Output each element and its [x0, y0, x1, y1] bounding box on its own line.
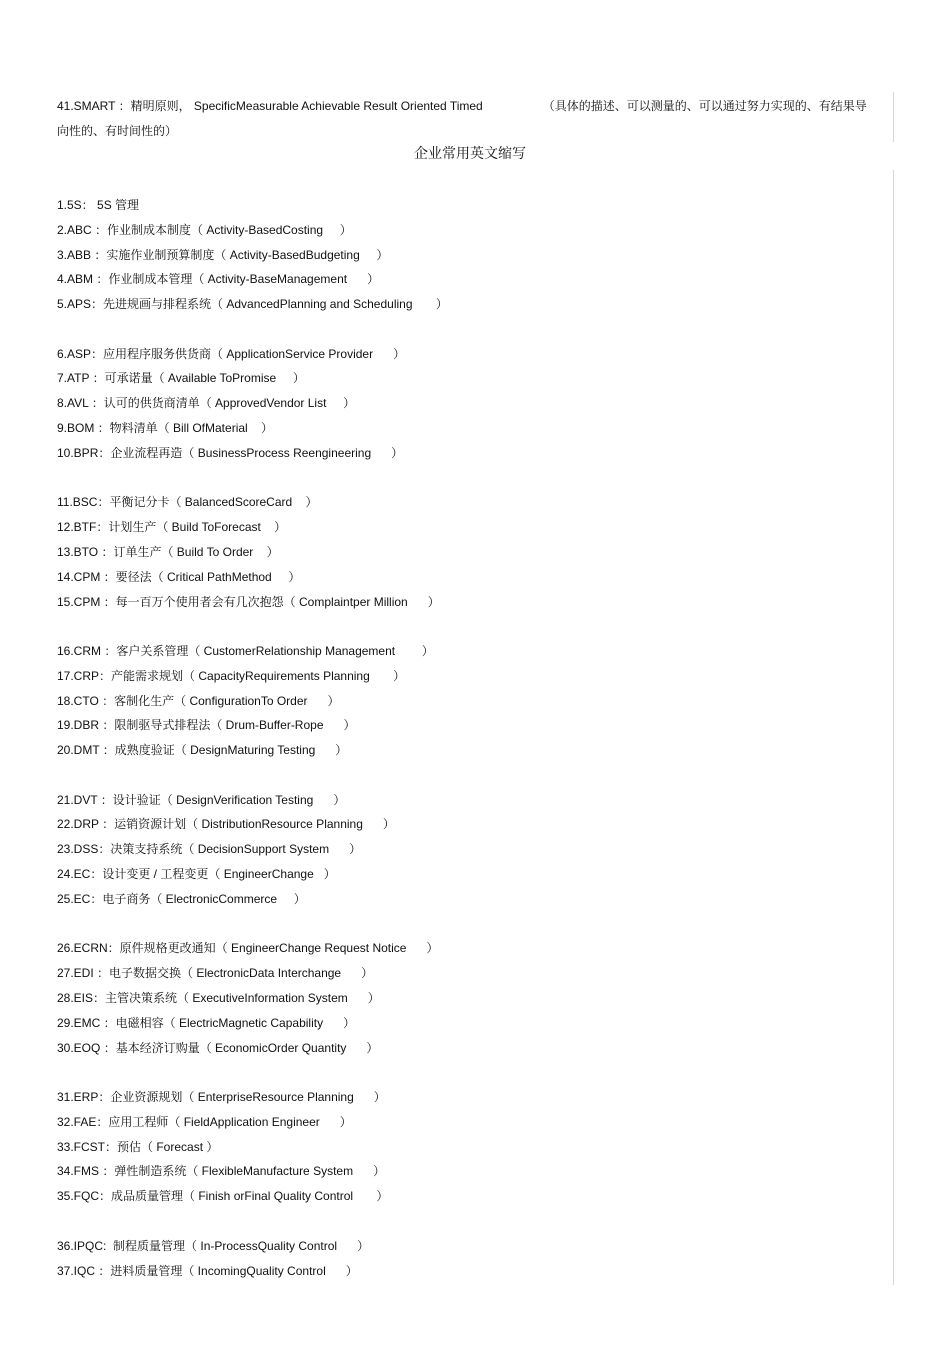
abbreviation-entry: 9.BOM ：物料清单（ Bill OfMaterial ） [57, 421, 274, 436]
abbreviation-entry: 21.DVT ：设计验证（ DesignVerification Testing ） [57, 792, 346, 807]
abbreviation-entry: 32.FAE：应用工程师（ FieldApplication Engineer ） [57, 1114, 352, 1129]
smart-principle-paragraph [57, 94, 877, 144]
abbreviation-entry: 25.EC：电子商务（ ElectronicCommerce ） [57, 891, 306, 906]
abbreviation-group [57, 490, 877, 614]
intro-line1-right: （具体的描述、可以测量的、可以通过努力实现的、有结果导 [542, 99, 867, 113]
abbreviation-entry: 36.IPQC: 制程质量管理（ In-ProcessQuality Control ） [57, 1238, 370, 1253]
abbreviation-entry: 18.CTO ：客制化生产（ ConfigurationTo Order ） [57, 693, 340, 708]
abbreviation-group [57, 639, 877, 763]
abbreviation-entry: 23.DSS：决策支持系统（ DecisionSupport System ） [57, 842, 362, 857]
abbreviation-entry: 13.BTO ：订单生产（ Build To Order ） [57, 544, 279, 559]
abbreviation-entry: 26.ECRN：原件规格更改通知（ EngineerChange Request Notice ） [57, 941, 439, 956]
abbreviation-group [57, 1234, 877, 1284]
abbreviation-entry: 8.AVL ：认可的供货商清单（ ApprovedVendor List ） [57, 396, 356, 411]
abbreviation-entry: 14.CPM ：要径法（ Critical PathMethod ） [57, 569, 301, 584]
abbreviation-entry: 24.EC：设计变更 / 工程变更（ EngineerChange ） [57, 867, 336, 882]
intro-line2: 向性的、有时间性的） [57, 124, 178, 138]
abbreviation-entry: 28.EIS：主管决策系统（ ExecutiveInformation System ） [57, 990, 380, 1005]
abbreviation-entry: 20.DMT ：成熟度验证（ DesignMaturing Testing ） [57, 743, 348, 758]
abbreviation-entry: 4.ABM ：作业制成本管理（ Activity-BaseManagement ） [57, 272, 380, 287]
abbreviation-entry: 6.ASP：应用程序服务供货商（ ApplicationService Provider ） [57, 346, 406, 361]
abbreviation-entry: 31.ERP：企业资源规划（ EnterpriseResource Planning ） [57, 1090, 386, 1105]
abbreviation-entry: 17.CRP：产能需求规划（ CapacityRequirements Planning ） [57, 668, 406, 683]
abbreviation-entry: 33.FCST：预估（ Forecast ） [57, 1139, 219, 1154]
abbreviation-entry: 10.BPR：企业流程再造（ BusinessProcess Reengineering ） [57, 445, 404, 460]
abbreviation-entry: 19.DBR ：限制驱导式排程法（ Drum-Buffer-Rope ） [57, 718, 356, 733]
abbreviation-entry: 5.APS：先进规画与排程系统（ AdvancedPlanning and Scheduling ） [57, 297, 448, 312]
abbreviation-entry: 1.5S： 5S 管理 [57, 198, 140, 212]
abbreviation-entry: 34.FMS ：弹性制造系统（ FlexibleManufacture System ） [57, 1164, 386, 1179]
abbreviation-group [57, 193, 877, 317]
abbreviation-list [57, 193, 877, 1308]
abbreviation-entry: 22.DRP ：运销资源计划（ DistributionResource Planning ） [57, 817, 395, 832]
abbreviation-group [57, 1085, 877, 1209]
abbreviation-entry: 16.CRM ：客户关系管理（ CustomerRelationship Management ） [57, 644, 434, 659]
abbreviation-entry: 3.ABB ：实施作业制预算制度（ Activity-BasedBudgeting ） [57, 247, 389, 262]
abbreviation-entry: 29.EMC ：电磁相容（ ElectricMagnetic Capability ） [57, 1015, 356, 1030]
intro-line1-left: 41.SMART ：精明原则， SpecificMeasurable Achievable Result Oriented Timed [57, 99, 483, 113]
abbreviation-entry: 11.BSC：平衡记分卡（ BalancedScoreCard ） [57, 495, 318, 510]
page-title: 企业常用英文缩写 [414, 146, 526, 162]
abbreviation-entry: 7.ATP ：可承诺量（ Available ToPromise ） [57, 371, 305, 386]
abbreviation-entry: 35.FQC：成品质量管理（ Finish orFinal Quality Control ） [57, 1189, 389, 1204]
abbreviation-group [57, 788, 877, 912]
abbreviation-entry: 30.EOQ ：基本经济订购量（ EconomicOrder Quantity ） [57, 1040, 379, 1055]
abbreviation-entry: 15.CPM ：每一百万个使用者会有几次抱怨（ Complaintper Million ） [57, 594, 440, 609]
right-margin-rule [893, 170, 894, 1285]
abbreviation-group [57, 936, 877, 1060]
abbreviation-group [57, 342, 877, 466]
abbreviation-entry: 12.BTF：计划生产（ Build ToForecast ） [57, 520, 287, 535]
right-margin-rule-top [893, 92, 894, 142]
abbreviation-entry: 2.ABC ：作业制成本制度（ Activity-BasedCosting ） [57, 222, 352, 237]
abbreviation-entry: 27.EDI ：电子数据交换（ ElectronicData Interchange ） [57, 966, 374, 981]
abbreviation-entry: 37.IQC ：进料质量管理（ IncomingQuality Control ） [57, 1263, 358, 1278]
